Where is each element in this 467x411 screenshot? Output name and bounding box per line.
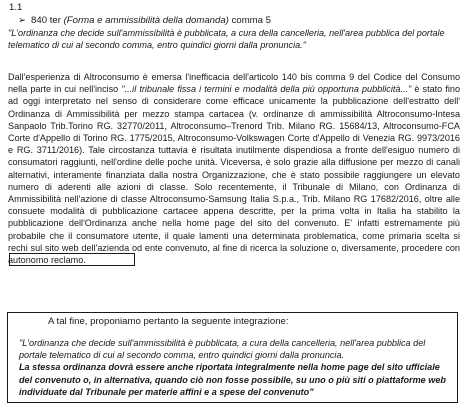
arrow-bullet-icon: ➢: [18, 15, 27, 26]
proposal-box: [7, 312, 458, 403]
article-quote: "L'ordinanza che decide sull'ammissibilità è pubblicata, a cura della cancelleria, nell'area pubblica del portale telematico di cui al secondo comma, entro quindici giorni dalla pronuncia.": [8, 28, 445, 51]
paragraph-end-box: [9, 253, 135, 266]
body-text-part-1: Dall'esperienza di Altroconsumo è emersa l'inefficacia dell'articolo 140 bis comma 9 del Codice del Consumo nella parte in cui nell'inciso: [8, 72, 460, 95]
proposal-quote: [19, 337, 453, 398]
article-title: (Forma e ammissibilità della domanda): [63, 15, 229, 26]
proposal-original-text: "L'ordinanza che decide sull'ammissibilità è pubblicata, a cura della cancelleria, nell'area pubblica del portale telematico di cui al secondo comma, entro quindici giorni dalla pronuncia.: [19, 338, 426, 361]
proposal-addition: La stessa ordinanza dovrà essere anche riportata integralmente nella home page del sito ufficiale del convenuto o, in alternativa, quando ciò non fosse possibile, su uno o più siti o piattaforme web individuate dal Tribunale per materie affini e a spese del convenuto": [19, 362, 446, 397]
article-number: 840 ter: [31, 15, 61, 26]
body-text-part-2: è stato fino ad oggi interpretato nel senso di considerare come efficace unicamente la pubblicazione dell'estratto dell' Ordinanza di Ammissibilità per mezzo stampa cartacea (v. ordinanze di ammissibilità Altroconsumo-Intesa Sanpaolo Trib.Torino RG. 32770/2011, Altroconsumo–Trenord Trib. Milano RG. 15684/13, Altroconsumo-FCA Corte d'Appello di Torino RG. 1775/2015, Altroconsumo-Volkswagen Corte d'Appello di Venezia RG. 9973/2016 e RG. 3711/2016). Tale circostanza tuttavia è risultata inutilmente dispendiosa a fronte dell'esiguo numero di consumatori raggiunti, nell'ordine delle poche unità. Viceversa, è solo grazie alla diffusione per mezzo di canali alternativi, interamente finanziata dalla nostra Organizzazione, che è stato possibile raggiungere un elevato numero di aderenti alle azioni di classe. Solo recentemente, il Tribunale di Milano, con Ordinanza di Ammissibilità nell'azione di classe Altroconsumo-Samsung Italia S.p.a., Trib. Milano RG 17682/2016, oltre alle consuete modalità di pubblicazione cartacee appena descritte, per la prima volta in Italia ha stabilito la pubblicazione dell'Ordinanza anche nella home page del sito del convenuto. E' infatti estremamente più probabile che il consumatore utente, il quale lamenti una determinata problematica, come primaria scelta si rechi sul sito web dell'azienda od ente convenuto, al fine di ricerca la soluzione o, diversamente, procedere con autonomo reclamo.: [8, 84, 461, 266]
article-heading: [18, 15, 271, 26]
section-number: 1.1: [9, 2, 23, 13]
article-paragraph: comma 5: [231, 15, 272, 26]
inline-quote: "...il tribunale fissa i termini e modalità della più opportuna pubblicità...": [121, 84, 412, 95]
proposal-heading: A tal fine, proponiamo pertanto la seguente integrazione:: [48, 316, 289, 327]
body-paragraph: [8, 71, 460, 266]
